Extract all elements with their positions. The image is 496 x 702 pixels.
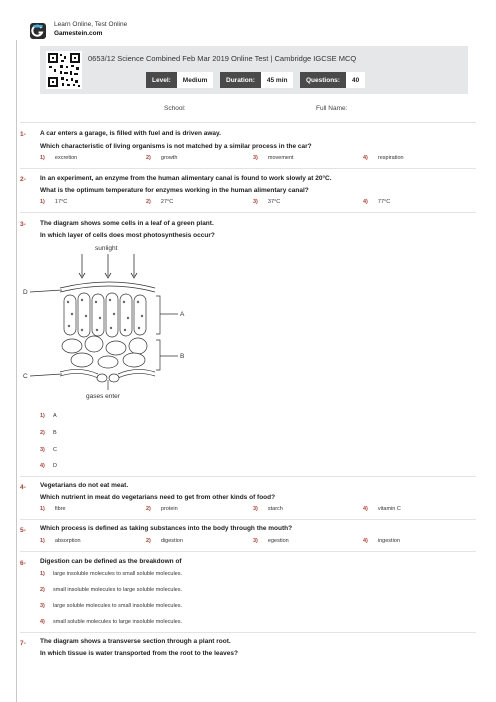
question-text: Digestion can be defined as the breakdown of [40,558,182,565]
answer-option[interactable]: 1) fibre [40,506,66,512]
duration-label: Duration: [220,72,261,88]
answer-option[interactable]: 3) C [40,447,57,453]
school-field[interactable]: School: [164,105,186,112]
gases-enter-label: gases enter [86,393,120,400]
duration-badge [220,72,293,88]
divider [20,632,476,633]
answer-option[interactable]: 3) movement [253,155,294,161]
question-number: 2- [20,176,26,183]
question-text: The diagram shows some cells in a leaf of a green plant. [40,220,214,227]
divider [20,476,476,477]
answer-option[interactable]: 4) D [40,463,57,469]
question-number: 5- [20,527,26,534]
sunlight-label: sunlight [95,245,118,252]
option-row [40,199,470,209]
questions-badge [300,72,365,88]
option-row [40,155,470,165]
answer-option[interactable]: 3) starch [253,506,283,512]
option-row [40,506,470,516]
answer-option[interactable]: 3) large soluble molecules to small insoluble molecules. [40,603,183,609]
sunlight-arrows-icon [79,254,137,278]
questions-value: 40 [346,72,365,88]
answer-option[interactable]: 4) vitamin C [363,506,401,512]
divider [20,212,476,213]
brand-site[interactable]: Gamestein.com [54,30,103,37]
question-number: 7- [20,640,26,647]
level-value: Medium [177,72,214,88]
answer-option[interactable]: 4) 77°C [363,199,391,205]
answer-option[interactable]: 1) A [40,413,57,419]
qr-code-icon [46,51,82,89]
question-text: Vegetarians do not eat meat. [40,482,129,489]
answer-option[interactable]: 2) growth [146,155,178,161]
divider [20,551,476,552]
answer-option[interactable]: 3) 37°C [253,199,281,205]
answer-option[interactable]: 4) ingestion [363,538,400,544]
label-c: C [23,373,28,380]
answer-option[interactable]: 1) excretion [40,155,78,161]
question-text: In an experiment, an enzyme from the human alimentary canal is found to work slowly at 20°C. [40,175,332,182]
gamestein-logo-icon [30,23,46,39]
divider [20,519,476,520]
duration-value: 45 min [261,72,294,88]
question-text: Which process is defined as taking substances into the body through the mouth? [40,525,293,532]
question-text: A car enters a garage, is filled with fuel and is driven away. [40,130,221,137]
answer-option[interactable]: 2) protein [146,506,178,512]
question-text: What is the optimum temperature for enzymes working in the human alimentary canal? [40,187,309,194]
answer-option[interactable]: 2) small insoluble molecules to large soluble molecules. [40,587,183,593]
question-text: In which layer of cells does most photosynthesis occur? [40,232,215,239]
brand-tagline: Learn Online, Test Online [54,21,128,28]
question-number: 6- [20,560,26,567]
question-text: In which tissue is water transported from the root to the leaves? [40,650,238,657]
answer-option[interactable]: 4) respiration [363,155,404,161]
fullname-field[interactable]: Full Name: [316,105,348,112]
answer-option[interactable]: 1) 17°C [40,199,68,205]
divider [20,168,476,169]
label-b: B [180,353,185,360]
label-d: D [23,289,28,296]
answer-option[interactable]: 2) B [40,430,57,436]
level-badge [146,72,213,88]
question-text: Which characteristic of living organisms is not matched by a similar process in the car? [40,143,312,150]
answer-option[interactable]: 1) absorption [40,538,81,544]
test-title: 0653/12 Science Combined Feb Mar 2019 Online Test | Cambridge IGCSE MCQ [88,54,357,63]
question-number: 4- [20,484,26,491]
question-text: Which nutrient in meat do vegetarians need to get from other kinds of food? [40,494,276,501]
label-a: A [180,311,185,318]
leaf-cells-diagram [20,240,200,405]
questions-label: Questions: [300,72,346,88]
option-row [40,538,470,548]
question-text: The diagram shows a transverse section through a plant root. [40,638,231,645]
test-header [40,46,468,94]
answer-option[interactable]: 4) small soluble molecules to large insoluble molecules. [40,619,183,625]
answer-option[interactable]: 1) large insoluble molecules to small soluble molecules. [40,571,183,577]
page-left-rule [16,40,17,702]
answer-option[interactable]: 2) 27°C [146,199,174,205]
question-number: 3- [20,221,26,228]
question-number: 1- [20,131,26,138]
answer-option[interactable]: 3) egestion [253,538,289,544]
answer-option[interactable]: 2) digestion [146,538,183,544]
divider [20,122,476,123]
level-label: Level: [146,72,177,88]
